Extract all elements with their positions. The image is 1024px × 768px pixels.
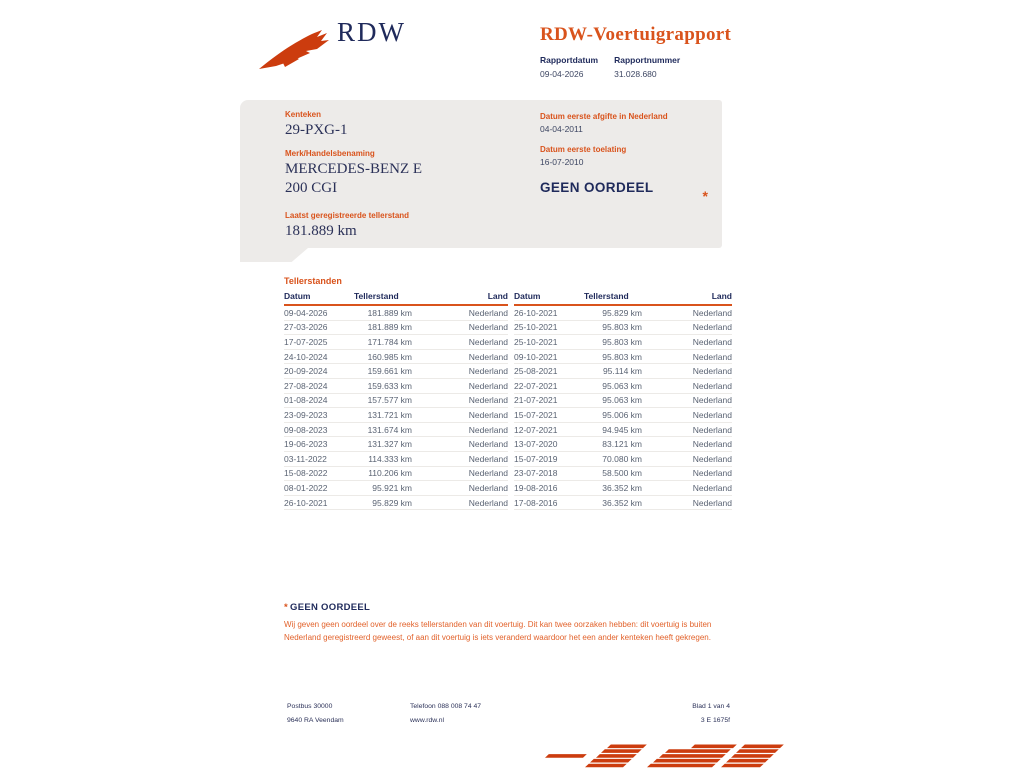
column-header-land: Land	[711, 291, 732, 301]
cell-land: Nederland	[468, 439, 508, 450]
footer-page-number: Blad 1 van 4	[692, 703, 730, 710]
cell-datum: 03-11-2022	[284, 453, 327, 464]
cell-datum: 27-08-2024	[284, 380, 328, 391]
table-row	[284, 350, 508, 365]
cell-land: Nederland	[468, 380, 508, 391]
footer-postbus: Postbus 30000	[287, 703, 333, 710]
footer-website-link[interactable]: www.rdw.nl	[410, 717, 444, 724]
table-row	[284, 379, 508, 394]
cell-datum: 15-07-2021	[514, 409, 558, 420]
page-footer	[287, 700, 730, 728]
table-row	[514, 423, 732, 438]
cell-datum: 09-08-2023	[284, 424, 328, 435]
tellerstand-value: 181.889 km	[285, 223, 357, 239]
footer-contact	[410, 700, 640, 728]
geen-oordeel-footnote	[284, 602, 736, 644]
cell-tellerstand: 171.784 km	[367, 336, 412, 347]
cell-datum: 13-07-2020	[514, 439, 558, 450]
cell-land: Nederland	[692, 439, 732, 450]
vehicle-summary-box	[240, 100, 722, 248]
footnote-body: Wij geven geen oordeel over de reeks tellerstanden van dit voertuig. Dit kan twee oorzaken hebben: dit voertuig is buiten Nederland geregistreerd geweest, of aan dit voertuig is iets veranderd waardoor het een ander kenteken heeft gekregen.	[284, 620, 712, 642]
report-date-value: 09-04-2026	[540, 69, 584, 79]
cell-tellerstand: 70.080 km	[602, 453, 642, 464]
report-date-label: Rapportdatum	[540, 55, 599, 65]
cell-tellerstand: 95.803 km	[602, 336, 642, 347]
cell-tellerstand: 114.333 km	[368, 453, 412, 464]
cell-land: Nederland	[692, 468, 732, 479]
cell-tellerstand: 95.829 km	[372, 497, 412, 508]
kenteken-value: 29-PXG-1	[285, 122, 348, 138]
cell-datum: 17-08-2016	[514, 497, 558, 508]
table-row	[514, 379, 732, 394]
cell-land: Nederland	[468, 322, 508, 333]
table-row	[284, 321, 508, 336]
cell-datum: 26-10-2021	[514, 307, 558, 318]
cell-datum: 26-10-2021	[284, 497, 328, 508]
summary-right-column	[540, 112, 710, 195]
cell-land: Nederland	[692, 336, 732, 347]
tellerstanden-title: Tellerstanden	[284, 276, 342, 286]
cell-datum: 24-10-2024	[284, 351, 328, 362]
table-row	[284, 496, 508, 511]
report-date-field	[540, 55, 598, 79]
cell-tellerstand: 181.889 km	[367, 322, 412, 333]
cell-tellerstand: 95.803 km	[602, 351, 642, 362]
cell-datum: 23-07-2018	[514, 468, 558, 479]
cell-tellerstand: 110.206 km	[368, 468, 412, 479]
cell-datum: 15-07-2019	[514, 453, 558, 464]
table-row	[514, 364, 732, 379]
table-row	[284, 481, 508, 496]
cell-land: Nederland	[692, 482, 732, 493]
footer-form-code: 3 E 1675f	[700, 717, 730, 724]
column-header-tellerstand: Tellerstand	[584, 291, 629, 301]
table-row	[284, 437, 508, 452]
report-number-field	[614, 55, 680, 79]
footer-city: 9640 RA Veendam	[287, 717, 344, 724]
cell-land: Nederland	[468, 336, 508, 347]
table-row	[284, 467, 508, 482]
cell-tellerstand: 95.063 km	[602, 380, 642, 391]
kenteken-label: Kenteken	[285, 110, 322, 119]
column-header-tellerstand: Tellerstand	[354, 291, 399, 301]
cell-land: Nederland	[468, 468, 508, 479]
table-row	[514, 452, 732, 467]
table-row	[284, 452, 508, 467]
footnote-heading	[284, 602, 736, 613]
cell-land: Nederland	[468, 424, 508, 435]
cell-land: Nederland	[692, 424, 732, 435]
cell-datum: 25-08-2021	[514, 366, 558, 377]
cell-tellerstand: 131.721 km	[367, 409, 412, 420]
eerste-afgifte-value: 04-04-2011	[540, 124, 583, 134]
oordeel-status: GEEN OORDEEL	[540, 180, 654, 195]
table-row	[284, 408, 508, 423]
table-row	[514, 306, 732, 321]
cell-datum: 21-07-2021	[514, 395, 558, 406]
cell-tellerstand: 159.633 km	[367, 380, 412, 391]
cell-tellerstand: 159.661 km	[367, 366, 412, 377]
table-row	[514, 481, 732, 496]
cell-datum: 23-09-2023	[284, 409, 328, 420]
cell-tellerstand: 36.352 km	[602, 482, 642, 493]
cell-land: Nederland	[692, 380, 732, 391]
cell-land: Nederland	[468, 366, 508, 377]
cell-land: Nederland	[692, 453, 732, 464]
page-title: RDW-Voertuigrapport	[540, 24, 732, 45]
table-row	[284, 335, 508, 350]
cell-datum: 25-10-2021	[514, 336, 558, 347]
rdw-stripes-pattern-icon	[543, 744, 789, 768]
tellerstanden-table-right	[514, 291, 732, 510]
cell-tellerstand: 95.829 km	[602, 307, 642, 318]
cell-land: Nederland	[468, 497, 508, 508]
table-body-left	[284, 306, 508, 510]
cell-land: Nederland	[468, 409, 508, 420]
cell-datum: 12-07-2021	[514, 424, 558, 435]
cell-land: Nederland	[468, 453, 508, 464]
cell-land: Nederland	[692, 322, 732, 333]
cell-land: Nederland	[468, 482, 508, 493]
table-body-right	[514, 306, 732, 510]
table-header-row	[514, 291, 732, 306]
footer-pagination	[640, 700, 730, 728]
rdw-logo-wordmark: RDW	[337, 17, 406, 47]
eerste-afgifte-label: Datum eerste afgifte in Nederland	[540, 112, 668, 121]
table-row	[514, 496, 732, 511]
table-header-row	[284, 291, 508, 306]
cell-tellerstand: 95.006 km	[602, 409, 642, 420]
table-row	[514, 350, 732, 365]
cell-land: Nederland	[692, 497, 732, 508]
table-row	[284, 423, 508, 438]
cell-tellerstand: 94.945 km	[602, 424, 642, 435]
eerste-toelating-label: Datum eerste toelating	[540, 145, 627, 154]
cell-tellerstand: 181.889 km	[367, 307, 412, 318]
cell-tellerstand: 95.803 km	[602, 322, 642, 333]
report-number-label: Rapportnummer	[614, 55, 681, 65]
cell-land: Nederland	[692, 366, 732, 377]
cell-datum: 09-04-2026	[284, 307, 328, 318]
merk-value: MERCEDES-BENZ E 200 CGI	[285, 161, 423, 196]
cell-datum: 09-10-2021	[514, 351, 558, 362]
table-row	[514, 321, 732, 336]
cell-land: Nederland	[468, 307, 508, 318]
footer-address	[287, 700, 410, 728]
report-number-value: 31.028.680	[614, 69, 657, 79]
merk-label: Merk/Handelsbenaming	[285, 149, 375, 158]
cell-datum: 19-08-2016	[514, 482, 558, 493]
tellerstanden-table-left	[284, 291, 508, 510]
summary-left-column	[285, 110, 485, 241]
cell-datum: 01-08-2024	[284, 395, 328, 406]
cell-tellerstand: 95.063 km	[602, 395, 642, 406]
cell-land: Nederland	[692, 351, 732, 362]
cell-datum: 20-09-2024	[284, 366, 328, 377]
footer-phone: Telefoon 088 008 74 47	[410, 703, 482, 710]
column-header-datum: Datum	[284, 291, 311, 301]
cell-tellerstand: 95.921 km	[372, 482, 412, 493]
tellerstanden-tables	[284, 291, 732, 510]
tellerstanden-section	[284, 276, 732, 510]
column-header-land: Land	[487, 291, 508, 301]
cell-land: Nederland	[692, 395, 732, 406]
cell-tellerstand: 83.121 km	[602, 439, 642, 450]
cell-tellerstand: 157.577 km	[367, 395, 412, 406]
cell-tellerstand: 36.352 km	[602, 497, 642, 508]
column-header-datum: Datum	[514, 291, 541, 301]
cell-datum: 25-10-2021	[514, 322, 558, 333]
cell-tellerstand: 131.327 km	[367, 439, 412, 450]
cell-tellerstand: 95.114 km	[602, 366, 642, 377]
table-row	[514, 467, 732, 482]
cell-tellerstand: 160.985 km	[367, 351, 412, 362]
cell-land: Nederland	[692, 307, 732, 318]
table-row	[284, 364, 508, 379]
asterisk-marker: *	[702, 188, 708, 204]
table-row	[514, 394, 732, 409]
eerste-toelating-value: 16-07-2010	[540, 157, 584, 167]
cell-datum: 17-07-2025	[284, 336, 328, 347]
cell-tellerstand: 58.500 km	[602, 468, 642, 479]
cell-tellerstand: 131.674 km	[367, 424, 412, 435]
asterisk-marker: *	[284, 602, 288, 613]
table-row	[514, 335, 732, 350]
cell-datum: 15-08-2022	[284, 468, 328, 479]
footnote-title: GEEN OORDEEL	[290, 602, 371, 613]
table-row	[284, 394, 508, 409]
cell-datum: 19-06-2023	[284, 439, 328, 450]
rdw-falcon-swoosh-icon	[256, 24, 336, 79]
cell-land: Nederland	[468, 395, 508, 406]
table-row	[514, 408, 732, 423]
cell-land: Nederland	[468, 351, 508, 362]
cell-datum: 22-07-2021	[514, 380, 558, 391]
cell-datum: 08-01-2022	[284, 482, 328, 493]
report-meta	[540, 55, 680, 79]
cell-land: Nederland	[692, 409, 732, 420]
table-row	[284, 306, 508, 321]
table-row	[514, 437, 732, 452]
tellerstand-label: Laatst geregistreerde tellerstand	[285, 211, 410, 220]
cell-datum: 27-03-2026	[284, 322, 328, 333]
